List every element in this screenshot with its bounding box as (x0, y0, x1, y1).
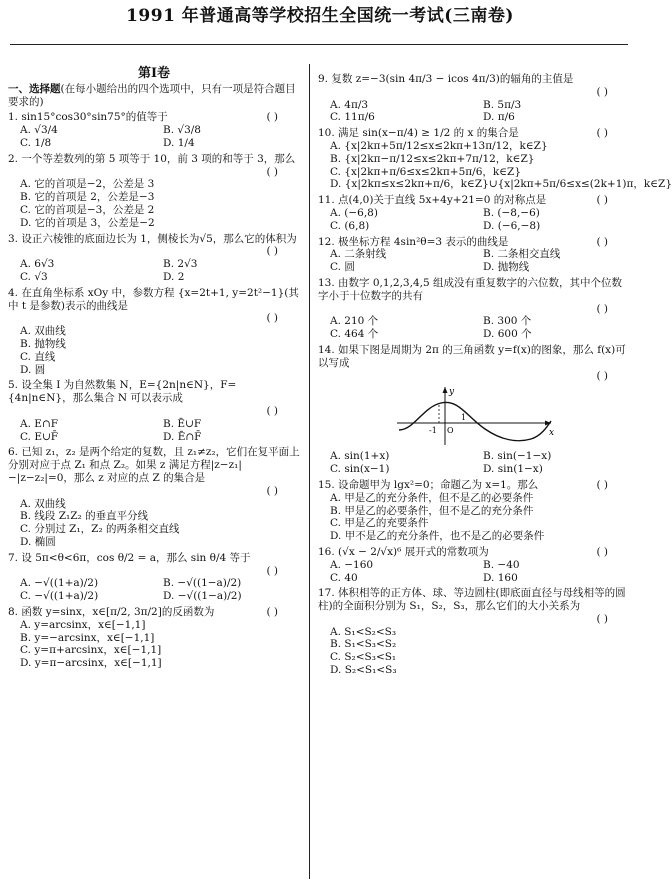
option-c: C. 圆 (330, 261, 355, 274)
question-stem: 17. 体积相等的正方体、球、等边圆柱(即底面直径与母线相等的圆柱)的全面积分别为 S₁，S₂，S₃，那么它们的大小关系为 (318, 587, 626, 613)
tick-neg-one-label: -1 (429, 426, 437, 436)
options (8, 178, 300, 229)
option-c: C. √3 (20, 271, 48, 284)
option-a: A. 甲是乙的充分条件，但不是乙的必要条件 (330, 491, 534, 504)
option-a: A. 4π/3 (330, 98, 369, 111)
question-stem: 12. 极坐标方程 4sin²θ=3 表示的曲线是 (318, 235, 509, 248)
left-column (8, 66, 300, 882)
answer-paren: ( ) (266, 484, 278, 497)
option-a: A. −√((1+a)/2) (20, 577, 99, 590)
option-a: A. 双曲线 (20, 497, 66, 510)
option-c: C. y=π+arcsinx，x∈[−1,1] (20, 644, 162, 657)
answer-paren: ( ) (596, 127, 608, 140)
option-b: B. (−8,−6) (483, 206, 540, 219)
option-b: B. 抛物线 (20, 338, 66, 350)
option-a: A. 它的首项是−2，公差是 3 (20, 178, 155, 191)
options (318, 492, 630, 543)
option-d: D. 抛物线 (483, 261, 530, 274)
option-a: A. {x|2kπ+5π/12≤x≤2kπ+13π/12，k∈Z} (330, 139, 548, 152)
option-b: B. 它的首项是 2，公差是−3 (20, 191, 155, 204)
option-d: D. 2 (163, 271, 185, 284)
question-stem: 5. 设全集 I 为自然数集 N，E={2n|n∈N}，F={4n|n∈N}，那么集合 N 可以表示成 (8, 379, 237, 405)
option-a: A. S₁<S₂<S₃ (330, 625, 397, 638)
question-stem: 14. 如果下图是周期为 2π 的三角函数 y=f(x)的图象，那么 f(x)可以写成 (318, 343, 626, 369)
question-stem: 11. 点(4,0)关于直线 5x+4y+21=0 的对称点是 (318, 194, 547, 207)
option-c: C. 分别过 Z₁，Z₂ 的两条相交直线 (20, 523, 180, 536)
option-c: C. 1/8 (20, 137, 52, 150)
options (8, 418, 300, 444)
options (318, 450, 630, 476)
option-a: A. 双曲线 (20, 325, 66, 338)
option-c: C. 它的首项是−3，公差是 2 (20, 204, 155, 217)
question-stem: 6. 已知 z₁，z₂ 是两个给定的复数，且 z₁≠z₂，它们在复平面上分别对应于点 Z₁ 和点 Z₂。如果 z 满足方程|z−z₁|−|z−z₂|=0，那么 z 对应的点 Z 的集合是 (8, 446, 300, 484)
question (8, 153, 300, 230)
question-list-left (8, 111, 300, 669)
option-b: B. 线段 Z₁Z₂ 的垂直平分线 (20, 510, 149, 523)
question-stem: 2. 一个等差数列的第 5 项等于 10，前 3 项的和等于 3，那么 (8, 152, 296, 165)
options (318, 139, 672, 191)
answer-paren: ( ) (266, 564, 278, 577)
option-b: B. 二条相交直线 (483, 248, 561, 261)
question (8, 287, 300, 377)
question (8, 233, 300, 284)
option-d: D. Ē∩F̄ (163, 430, 202, 443)
option-d: D. π/6 (483, 111, 515, 124)
option-c: C. S₂<S₃<S₁ (330, 651, 397, 664)
options (8, 577, 300, 603)
question-stem: 16. (√x − 2/√x)⁶ 展开式的常数项为 (318, 545, 489, 558)
question-stem-row (318, 127, 630, 140)
question (318, 546, 630, 584)
question-stem-row (8, 111, 300, 124)
question (8, 111, 300, 149)
options (318, 99, 630, 125)
option-b: B. √3/8 (163, 124, 201, 137)
option-b: B. S₁<S₃<S₂ (330, 638, 397, 651)
options (318, 559, 630, 585)
option-c: C. 11π/6 (330, 111, 375, 124)
question-stem: 4. 在直角坐标系 xOy 中，参数方程 {x=2t+1, y=2t²−1}(其中 t 是参数)表示的曲线是 (8, 286, 299, 312)
option-c: C. 464 个 (330, 328, 379, 341)
option-d: D. −√((1−a)/2) (163, 590, 242, 603)
question-stem-row (318, 236, 630, 249)
options (8, 498, 300, 549)
answer-paren: ( ) (596, 235, 608, 248)
tick-one-label: 1 (461, 413, 467, 423)
question (318, 194, 630, 232)
answer-paren: ( ) (266, 404, 278, 417)
answer-paren: ( ) (266, 111, 278, 124)
question-stem-row (318, 194, 630, 207)
options (8, 619, 300, 670)
option-c: C. 直线 (20, 350, 56, 363)
question-stem: 15. 设命题甲为 lgx²=0；命题乙为 x=1。那么 (318, 478, 539, 491)
option-b: B. −40 (483, 558, 520, 571)
option-b: B. Ē∪F (163, 417, 202, 430)
options (318, 626, 630, 677)
option-b: B. sin(−1−x) (483, 450, 552, 463)
answer-paren: ( ) (266, 165, 278, 178)
option-d: D. 圆 (20, 363, 46, 376)
option-d: D. 600 个 (483, 328, 532, 341)
question (318, 277, 630, 341)
right-column (318, 70, 672, 882)
answer-paren: ( ) (596, 369, 608, 382)
origin-label: O (447, 426, 454, 436)
sine-graph-svg (389, 383, 559, 449)
option-d: D. 1/4 (163, 137, 195, 150)
option-a: A. (−6,8) (330, 206, 378, 219)
option-c: C. (6,8) (330, 219, 370, 232)
question-stem-row (8, 606, 300, 619)
header-rule (10, 44, 628, 45)
option-d: D. S₂<S₁<S₃ (330, 664, 397, 677)
option-c: C. 甲是乙的充要条件 (330, 517, 429, 530)
question (318, 587, 630, 677)
option-c: C. sin(x−1) (330, 463, 390, 476)
question-stem-row (318, 546, 630, 559)
section-note: (在每小题给出的四个选项中，只有一项是符合题目要求的) (8, 82, 296, 108)
question (318, 479, 630, 543)
options (8, 124, 300, 150)
answer-paren: ( ) (266, 245, 278, 258)
option-a: A. y=arcsinx，x∈[−1,1] (20, 618, 146, 631)
option-c: C. −√((1+a)/2) (20, 590, 99, 603)
question-stem: 1. sin15°cos30°sin75°的值等于 (8, 111, 168, 124)
option-d: D. 它的首项是 3，公差是−2 (20, 216, 155, 229)
options (318, 248, 630, 274)
answer-paren: ( ) (266, 312, 278, 325)
option-b: B. 5π/3 (483, 98, 522, 111)
option-a: A. 二条射线 (330, 248, 387, 261)
option-d: D. 160 (483, 571, 518, 584)
sine-curve (399, 403, 551, 441)
option-a: A. 210 个 (330, 315, 379, 328)
part-heading: 第Ⅰ卷 (137, 66, 171, 81)
answer-paren: ( ) (596, 612, 608, 625)
question (318, 236, 630, 274)
options (318, 315, 630, 341)
options (8, 258, 300, 284)
option-b: B. 2√3 (163, 258, 198, 271)
option-b: B. y=−arcsinx，x∈[−1,1] (20, 631, 155, 644)
answer-paren: ( ) (596, 302, 608, 315)
question-stem: 7. 设 5π<θ<6π，cos θ/2 = a，那么 sin θ/4 等于 (8, 551, 251, 564)
sine-graph (318, 383, 630, 449)
answer-paren: ( ) (596, 194, 608, 207)
question (318, 127, 672, 191)
section-heading: 一、选择题 (8, 82, 61, 95)
question (318, 344, 630, 476)
option-d: D. y=π−arcsinx，x∈[−1,1] (20, 657, 162, 670)
options (8, 325, 300, 376)
question (8, 379, 300, 443)
option-d: D. 椭圆 (20, 535, 56, 548)
question (8, 552, 300, 603)
option-b: B. {x|2kπ−π/12≤x≤2kπ+7π/12，k∈Z} (330, 152, 535, 165)
question-stem-row (318, 479, 630, 492)
question-stem: 8. 函数 y=sinx，x∈[π/2, 3π/2]的反函数为 (8, 605, 215, 618)
question-stem: 10. 满足 sin(x−π/4) ≥ 1/2 的 x 的集合是 (318, 127, 519, 140)
answer-paren: ( ) (266, 605, 278, 618)
option-b: B. 甲是乙的必要条件，但不是乙的充分条件 (330, 504, 534, 517)
option-c: C. {x|2kπ+π/6≤x≤2kπ+5π/6，k∈Z} (330, 165, 522, 178)
option-d: D. sin(1−x) (483, 463, 543, 476)
option-c: C. 40 (330, 571, 358, 584)
y-axis-arrow (443, 387, 448, 393)
options (318, 207, 630, 233)
answer-paren: ( ) (596, 85, 608, 98)
question (8, 606, 300, 670)
option-d: D. 甲不是乙的充分条件，也不是乙的必要条件 (330, 530, 545, 543)
column-divider (309, 64, 310, 879)
question-stem: 9. 复数 z=−3(sin 4π/3 − icos 4π/3)的辐角的主值是 (318, 73, 574, 85)
x-label: x (549, 428, 555, 439)
option-a: A. √3/4 (20, 124, 58, 137)
y-label: y (449, 387, 455, 398)
option-d: D. (−6,−8) (483, 219, 541, 232)
question-list-right (318, 73, 672, 677)
question-stem: 3. 设正六棱锥的底面边长为 1，侧棱长为√5，那么它的体积为 (8, 232, 297, 245)
section-intro (8, 83, 300, 109)
answer-paren: ( ) (596, 478, 608, 491)
option-a: A. E∩F (20, 417, 59, 430)
option-a: A. −160 (330, 558, 374, 571)
option-d: D. {x|2kπ≤x≤2kπ+π/6，k∈Z}∪{x|2kπ+5π/6≤x≤(2k+1)π，k∈Z} (330, 178, 672, 191)
answer-paren: ( ) (596, 545, 608, 558)
option-b: B. −√((1−a)/2) (163, 577, 242, 590)
question (318, 73, 630, 124)
exam-title: 1991 年普通高等学校招生全国统一考试(三南卷) (126, 6, 514, 26)
question-stem: 13. 由数字 0,1,2,3,4,5 组成没有重复数字的六位数，其中个位数字小于十位数字的共有 (318, 276, 622, 302)
option-b: B. 300 个 (483, 315, 532, 328)
option-a: A. sin(1+x) (330, 450, 390, 463)
option-c: C. E∪F̄ (20, 430, 59, 443)
question (8, 446, 300, 548)
option-a: A. 6√3 (20, 258, 55, 271)
